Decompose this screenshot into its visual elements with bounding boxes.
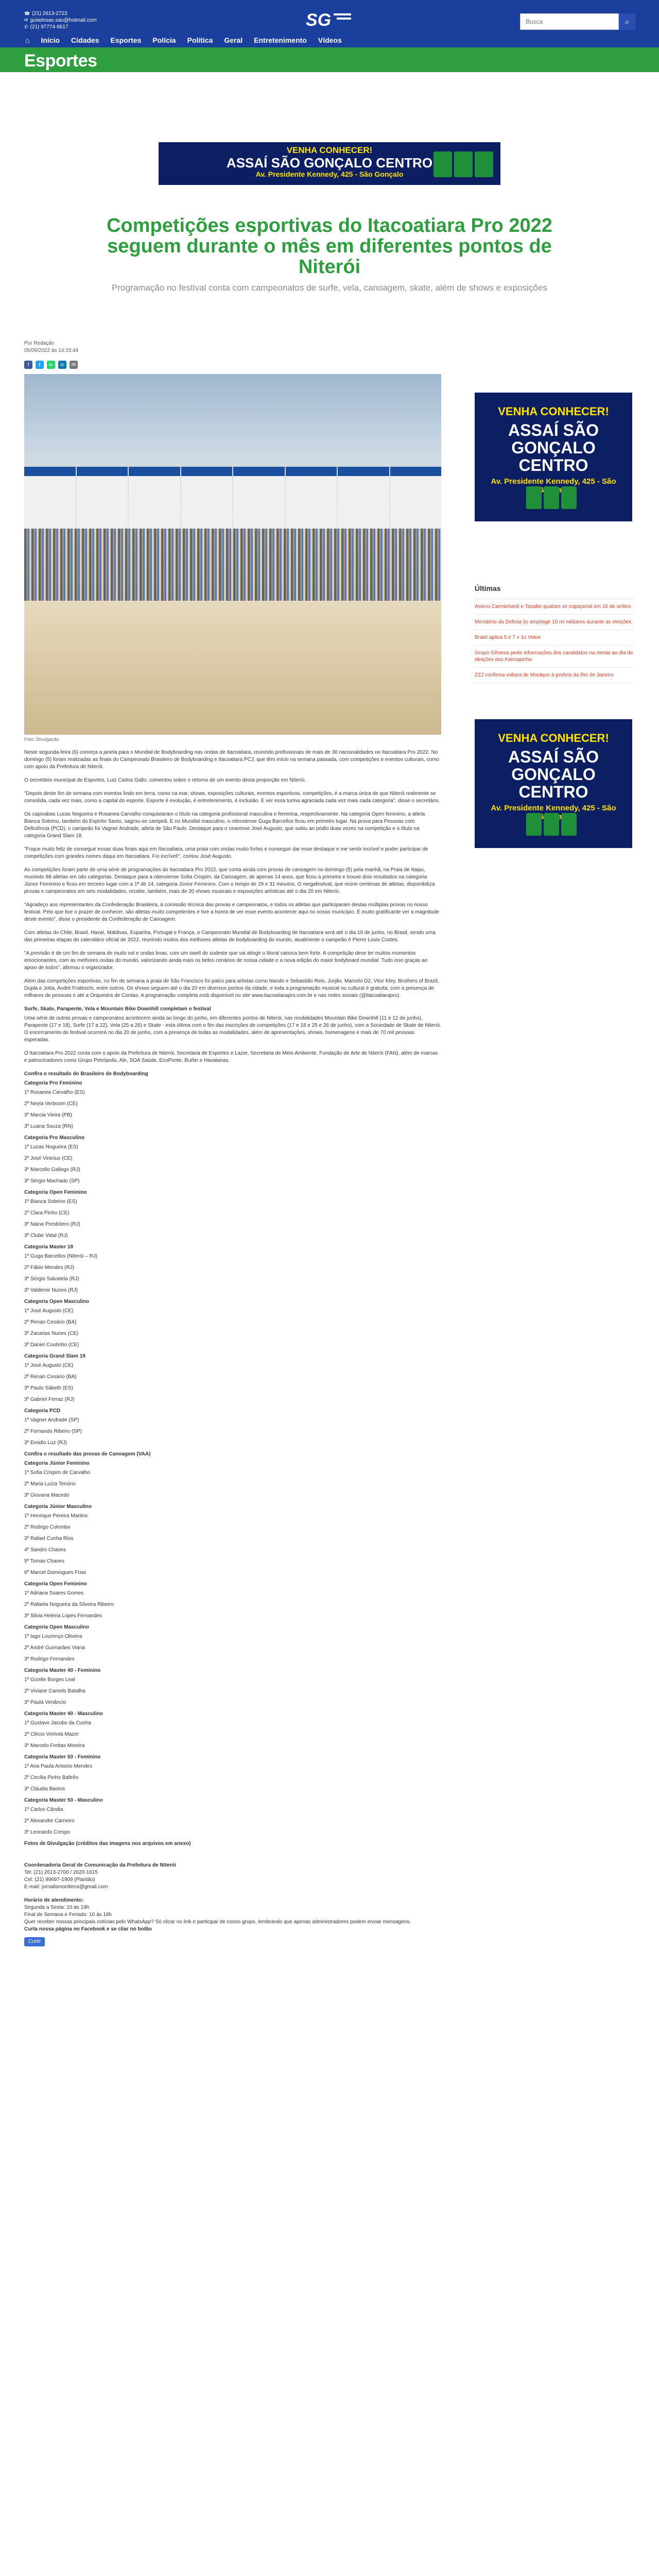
nav-item-geral[interactable]: Geral	[224, 36, 243, 44]
results-place: 3º Marcia Vieira (PB)	[24, 1112, 72, 1118]
results-place: 3º Cláudia Bastos	[24, 1786, 65, 1792]
nav-item-policia[interactable]: Polícia	[152, 36, 176, 44]
ad-line-2: ASSAÍ SÃO GONÇALO CENTRO	[226, 155, 433, 171]
header-contacts	[24, 10, 97, 30]
latest-news-item[interactable]: Ministério da Defesa ljo ampliage 10 mi militares durante as eleições	[475, 615, 634, 630]
results-place: 3º Gabriel Ferraz (RJ)	[24, 1397, 75, 1402]
ad-cards-graphic	[433, 151, 493, 177]
results-place: 2º Rodrigo Colombo	[24, 1524, 71, 1530]
results-place: 1º Lucas Nogueira (ES)	[24, 1144, 78, 1150]
article-author: Por Redação	[24, 341, 55, 346]
results-place: 1º Henrique Pereira Martins	[24, 1513, 88, 1519]
results-place: 1º José Augusto (CE)	[24, 1308, 74, 1314]
logo-icon	[303, 8, 356, 31]
results-place: 2º Clara Pinho (CE)	[24, 1210, 70, 1216]
paragraph: Com atletas do Chile, Brasil, Havaí, Maldivas, Espanha, Portugal e França, o Campeonato Mundial de Bodyboarding de Itacoatiara será até o dia 10 de junho, no Brasil, sendo uma das primeiras etapas do calendário oficial de 2022, reunindo muitos dos melhores atletas de bodyboarding do mundo, atualmente o campeão é Pierre Louis Costes.	[24, 930, 436, 943]
results-place: 2º Alexandre Carneiro	[24, 1818, 75, 1824]
results-category: Categoria Open Feminino	[24, 1190, 87, 1195]
results-category: Categoria PCD	[24, 1408, 61, 1414]
results-place: 1º Adriana Soares Gomes	[24, 1590, 84, 1596]
results-category: Categoria Grand Slam 18	[24, 1353, 85, 1359]
whatsapp-icon: ✆	[24, 24, 28, 29]
paragraph: "A previsão é de um fim de semana de muito sol e ondas boas, com um swell do sudeste que vai atingir o litoral carioca bem forte. A competição deve ter muitos momentos emocionantes, com as melhores ondas do mundo, valorizando ainda mais os belos cenários de nossa cidade e a nova edição do maior bodyboard mundial. Tudo isso graças ao apoio de todos", afirmou o organizador.	[24, 951, 428, 971]
results-place: 2º Neyla Verboom (CE)	[24, 1101, 78, 1107]
search-input[interactable]	[520, 13, 619, 30]
ad-line-3: Av. Presidente Kennedy, 425 - São	[491, 804, 616, 812]
latest-news-item[interactable]: Assino Carminhanti e Taoabe quatam se espaçonal em 16 de setbro	[475, 599, 634, 615]
search-icon: ⌕	[625, 17, 629, 26]
results-place: 1º Iago Lourenço Oliveira	[24, 1634, 82, 1639]
results-place: 2º Clécio Vinhola Mazer	[24, 1732, 79, 1737]
results-place: 2º Renan Cesário (BA)	[24, 1319, 77, 1325]
results-category: Confira o resultado das provas de Canoagem (VAA)	[24, 1451, 151, 1457]
results-place: 3º Sérgio Machado (SP)	[24, 1178, 80, 1184]
results-place: 1º Bianca Sobrino (ES)	[24, 1199, 77, 1205]
site-logo[interactable]	[303, 8, 356, 31]
results-list	[24, 1080, 441, 1836]
results-place: 2º Fernando Ribeiro (SP)	[24, 1429, 82, 1434]
whatsapp-share-icon[interactable]: w	[47, 361, 55, 369]
nav-item-inicio[interactable]: Início	[41, 36, 60, 44]
paragraph: Uma série de outras provas e campeonatos acontecem ainda ao longo do junho, em diferentes pontos de Niterói, nas modalidades Mountain Bike Downhill (11 e 12 de junho), Parapente (17 e 18), Surfe (17 a 22), Vela (25 a 26) e Skate - esta última com o fim das inscrições de competições (17 e 18 e 25 e 26 de junho), com a Sociedade de Skate de Niterói. O encerramento do festival ocorrerá no dia 20 de junho, com a presença de todas as modalidades, além de apresentações, shows, homenagens e mais de 70 mil pessoas esperadas.	[24, 1015, 441, 1043]
results-place: 1º Carlos Cândia	[24, 1807, 63, 1812]
results-place: 5º Tomas Chaves	[24, 1558, 64, 1564]
results-place: 3º Paulo Sábeth (ES)	[24, 1385, 73, 1391]
results-place: 3º Luana Souza (RN)	[24, 1124, 73, 1129]
results-place: 2º Rafaela Nogueira da Silveira Ribeiro	[24, 1602, 114, 1607]
sidebar	[475, 340, 634, 848]
results-place: 3º Naina Presbítero (RJ)	[24, 1222, 80, 1227]
results-category: Categoria Pro Masculino	[24, 1135, 85, 1141]
results-place: 3º Clube Vidal (RJ)	[24, 1233, 68, 1239]
contact-cel: Cel: (21) 99697-1909 (Plantão)	[24, 1877, 95, 1883]
article-meta	[24, 340, 441, 354]
nav-item-cidades[interactable]: Cidades	[71, 36, 99, 44]
latest-news-title: Últimas	[475, 584, 634, 599]
results-place: 1º Sofia Crispim de Carvalho	[24, 1470, 91, 1476]
ad-cards-graphic	[526, 486, 577, 509]
results-category: Categoria Open Masculino	[24, 1624, 90, 1630]
article-text	[24, 749, 441, 1848]
subheading: Surfe, Skate, Parapente, Vela e Mountain Bike Downhill completam o festival	[24, 1006, 211, 1012]
article-title: Competições esportivas do Itacoatiara Pro 2022 seguem durante o mês em diferentes pontos de Niterói	[107, 215, 552, 278]
results-place: 3º Marcelo Freitas Moreira	[24, 1743, 85, 1749]
hours-weekend: Final de Semana e Feriado: 10 às 16h	[24, 1912, 112, 1918]
results-place: 6º Marcel Domingues Frias	[24, 1570, 86, 1575]
ad-line-2: ASSAÍ SÃO GONÇALO CENTRO	[508, 748, 599, 801]
results-place: 2º André Guimarães Viana	[24, 1645, 85, 1651]
results-category: Categoria Júnior Feminino	[24, 1461, 90, 1466]
hours-weekday: Segunda a Sexta: 10 às 19h	[24, 1905, 90, 1910]
results-place: 1º Gustavo Jacobs da Cunha	[24, 1720, 91, 1726]
results-place: 3º Silvia Helena Lopes Fernandes	[24, 1613, 102, 1619]
contact-phones: Tel: (21) 2613-2700 / 2620-1615	[24, 1870, 98, 1875]
phone-icon: ☎	[24, 11, 30, 16]
latest-news-item[interactable]: ZZJ confirma voltara de Monique à profeta da Rio de Janeiro	[475, 668, 634, 683]
search-bar	[520, 13, 635, 30]
share-buttons	[24, 361, 441, 369]
linkedin-share-icon[interactable]: in	[58, 361, 66, 369]
ad-cards-graphic	[526, 813, 577, 836]
contact-org: Coordenadoria Geral de Comunicação da Prefeitura de Niterói	[24, 1862, 177, 1868]
press-contact	[24, 1850, 441, 1946]
results-place: 2º José Vinicius (CE)	[24, 1156, 73, 1161]
results-place: 3º Daniel Coutinho (CE)	[24, 1342, 79, 1348]
results-category: Categoria Open Feminino	[24, 1581, 87, 1587]
latest-news-item[interactable]: Brasil aplica 5 e 7 x 1o Votos	[475, 630, 634, 646]
results-place: 1º Ana Paula Antonio Mendes	[24, 1764, 93, 1769]
whatsapp-line[interactable]: ✆ (21) 97774-6617	[24, 24, 68, 30]
facebook-cta: Curta nossa página no Facebook e se cliar no botão	[24, 1926, 152, 1932]
results-category: Categoria Master 50 - Feminino	[24, 1754, 101, 1760]
email-share-icon[interactable]: ✉	[70, 361, 78, 369]
results-place: 1º Rosanea Carvalho (ES)	[24, 1090, 85, 1095]
email-line[interactable]: ✉ guiadosao.sao@hotmail.com	[24, 18, 97, 23]
results-category: Categoria Open Masculino	[24, 1299, 90, 1304]
results-place: 2º Renan Cesário (BA)	[24, 1374, 77, 1380]
results-place: 1º Vagner Andrade (SP)	[24, 1417, 79, 1423]
home-icon[interactable]: ⌂	[25, 36, 30, 44]
nav-item-esportes[interactable]: Esportes	[110, 36, 142, 44]
results-category: Categoria Júnior Masculino	[24, 1504, 92, 1510]
paragraph: O secretário municipal de Esportes, Luiz Carlos Gallo, comentou sobre o retorno de um evento desta proporção em Niterói.	[24, 777, 306, 783]
results-place: 2º Cecília Pinho Baltrêo	[24, 1775, 79, 1781]
paragraph: "Agradeço aos representantes da Confederação Brasileira, à comissão técnica das provas e campeonatos, e todos os atletas que participaram destas múltiplas provas no nosso festival. Pelo que tive o prazer de conhecer, são atletas muito competentes e tive a honra de ver esse evento acontecer aqui no nosso município. É muito gratificante ver a magnitude deste evento", disse o presidente da Confederação de Canoagem.	[24, 902, 440, 922]
top-ad-banner[interactable]	[159, 142, 500, 185]
nav-item-videos[interactable]: Vídeos	[318, 36, 342, 44]
ad-line-3: Av. Presidente Kennedy, 425 - São Gonçalo	[255, 170, 404, 178]
results-place: 3º Paula Venâncio	[24, 1700, 66, 1705]
results-place: 2º Fábio Mendes (RJ)	[24, 1265, 75, 1270]
main-nav	[0, 33, 659, 47]
sidebar-ad-banner-2[interactable]	[475, 719, 632, 848]
results-place: 3º Rafael Cunha Rios	[24, 1536, 74, 1541]
nav-item-entretenimento[interactable]: Entretenimento	[254, 36, 307, 44]
results-place: 2º Viviane Camelo Batalha	[24, 1688, 85, 1694]
ad-line-1: VENHA CONHECER!	[498, 405, 609, 418]
latest-news-list	[475, 599, 634, 683]
facebook-like-button[interactable]: Curtir	[24, 1937, 45, 1946]
paragraph: Neste segunda-feira (6) começa a janela para o Mundial de Bodyboarding nas ondas de Itacoatiara, reunindo profissionais de mais de 30 nacionalidades no Itacoatiara Pro 2022. No domingo (5) foram realizadas as finais do Campeonato Brasileiro de Bodyboarding e Itacoatiara PCJ, que têm início na semana passada, com competições e eventos culturais, como com apoio da Prefeitura de Niterói.	[24, 750, 439, 770]
article-photo	[24, 374, 441, 735]
contact-email[interactable]: E-mail: jornalismoniteroi@gmail.com	[24, 1884, 108, 1890]
ad-line-3: Av. Presidente Kennedy, 425 - São	[491, 477, 616, 486]
facebook-share-icon[interactable]: f	[24, 361, 32, 369]
search-button[interactable]	[619, 13, 635, 30]
results-place: 1º José Augusto (CE)	[24, 1363, 74, 1368]
twitter-share-icon[interactable]: t	[36, 361, 44, 369]
results-place: 3º Sérgio Salvatela (RJ)	[24, 1276, 79, 1282]
paragraph: Os capixabas Lucas Nogueira e Rosanea Carvalho conquistaram o título na categoria profissional masculina e feminina, respectivamente. Na categoria Open feminino, a atleta Bianca Sobrino, também do Espírito Santo, sagrou-se campeã. E no Mundial masculino, o niteroiense Guga Barcellos ficou em primeiro lugar. Na prova para Pessoas com Deficiência (PCD), o campeão foi Vagner Andrade, atleta de São Paulo. Destaque para o cearense José Augusto, que subiu ao pódio duas vezes na competição e o título na categoria Grand Slam 18.	[24, 811, 425, 839]
photo-credit-note: Fotos de Divulgação (créditos das imagens nos arquivos em anexo)	[24, 1841, 191, 1846]
results-place: 1º Guga Barcellos (Niterói – RJ)	[24, 1253, 98, 1259]
sidebar-ad-banner[interactable]	[475, 393, 632, 521]
results-place: 3º Emidio Luz (RJ)	[24, 1440, 67, 1446]
results-place: 3º Giovana Macedo	[24, 1493, 70, 1498]
ad-line-1: VENHA CONHECER!	[498, 732, 609, 744]
paragraph: "Depois deste fim de semana com eventos lindo em terra, como na mar, shows, exposições culturais, eventos esportivos, competições, é a marca única de que Niterói realmente se consolida, cada vez mais, como a capital do esporte. Esporte é evolução, é entretenimento, é inclusão. E ver essa turma agraciada cada vez mais cada categoria", disse o secretário.	[24, 791, 440, 804]
mail-icon: ✉	[24, 18, 28, 23]
svg-text:SG: SG	[306, 10, 332, 30]
results-heading: Confira o resultado do Brasileiro de Bodyboarding	[24, 1071, 148, 1077]
ad-line-2: ASSAÍ SÃO GONÇALO CENTRO	[508, 421, 599, 474]
results-category: Categoria Master 50 - Masculino	[24, 1798, 103, 1803]
results-category: Categoria Master 40 - Masculino	[24, 1711, 103, 1717]
results-category: Categoria Pro Feminino	[24, 1080, 82, 1086]
whatsapp-note: Quer receber nossas principais notícias pelo WhatsApp? Só clicar no link e participar de nosso grupo, lembrando que apenas administradores podem enviar mensagens.	[24, 1919, 411, 1925]
hours-title: Horário de atendimento:	[24, 1897, 84, 1903]
nav-item-politica[interactable]: Política	[187, 36, 213, 44]
results-place: 4º Sandro Chaves	[24, 1547, 66, 1553]
results-category: Categoria Master 18	[24, 1244, 74, 1250]
article-body	[24, 340, 441, 1946]
results-place: 3º Marcello Gallego (RJ)	[24, 1167, 80, 1173]
photo-caption: Foto: Divulgação	[24, 737, 59, 742]
results-category: Categoria Master 40 - Feminino	[24, 1668, 101, 1673]
paragraph: As competições foram parte de uma série de programações do Itacoatiara Pro 2022, que conta ainda com provas de canoagem no domingo (5) pela manhã, na Praia de Itaipu, reunindo 88 atletas em oito categorias. Destaque para a niteroiense Sofia Crispim, da Canoagem, de apenas 14 anos, que ficou a primeira e trouxe dois resultados na categoria Júnior Feminino e ficou em terceiro lugar com a 1ª de 14, categoria Júnior Feminino. Com o tempo de 29 e 31 minutos. O megafestival, que reúne centenas de atletas, disponibiliza provas e campeonatos em seis modalidades, recebe, também, mais de 20 shows musicais e exposições artísticas até o dia 20 em Niterói.	[24, 867, 435, 894]
article-subtitle: Programação no festival conta com campeonatos de surfe, vela, canoagem, skate, além de shows e exposições	[112, 283, 547, 293]
paragraph: Além das competições esportivas, no fim de semana a praia de São Francisco foi palco para artistas como Nando e Sebastião Reis, Jorjão, Marcelo D2, Vitor Kley, Brothers of Brazil, Dupla e Jotta, André Frateschi, entre outros. Os shows seguem até o dia 20 em diversos pontos da cidade, e toda a programação musical ou cultural é gratuita, com a presença de milhares de pessoas e até a Orquestra de Cordas. A programação completa está disponível no site www.itacoatiarapro.com.br e nas redes sociais (@itacoatiarapro).	[24, 978, 439, 998]
results-place: 3º Leonardo Crespo	[24, 1829, 71, 1835]
paragraph: O Itacoatiara Pro 2022 conta com o apoio da Prefeitura de Niterói, Secretaria de Esportes e Lazer, Secretaria de Meio Ambiente, Fundação de Arte de Niterói (FAN), além de marcas e patrocinadores como Grupo Petrópolis, Ale, SOA Saúde, EcoPonte, Burbn e Havaianas.	[24, 1050, 438, 1063]
results-place: 3º Zacarias Nunes (CE)	[24, 1331, 79, 1336]
article-date: 05/06/2022 às 14:15:44	[24, 348, 79, 353]
latest-news-item[interactable]: Grupo Gênesis pede informações dos candidatos na mesta ao dia de eleições dos Kalmapinho	[475, 646, 634, 668]
results-place: 1º Gizelle Borges Leal	[24, 1677, 75, 1683]
section-band	[0, 47, 659, 72]
phone-line[interactable]: ☎ (21) 2613-2723	[24, 11, 67, 16]
results-place: 3º Rodrigo Fernandes	[24, 1656, 75, 1662]
site-header	[0, 0, 659, 47]
results-place: 2º Maria Luíza Tenório	[24, 1481, 76, 1487]
results-place: 3º Valdemir Nunes (RJ)	[24, 1287, 78, 1293]
ad-line-1: VENHA CONHECER!	[286, 145, 373, 155]
paragraph: "Foque muito feliz de conseguir essas duas finais aqui em Itacoatiara, uma praia com ondas muito fortes e conseguir dar esse destaque e me sentir incrível e poder participar de competições com grandes nomes daqui em Itacoatiara. Foi incrível!", contou José Augusto.	[24, 846, 428, 859]
section-title: Esportes	[24, 51, 97, 71]
